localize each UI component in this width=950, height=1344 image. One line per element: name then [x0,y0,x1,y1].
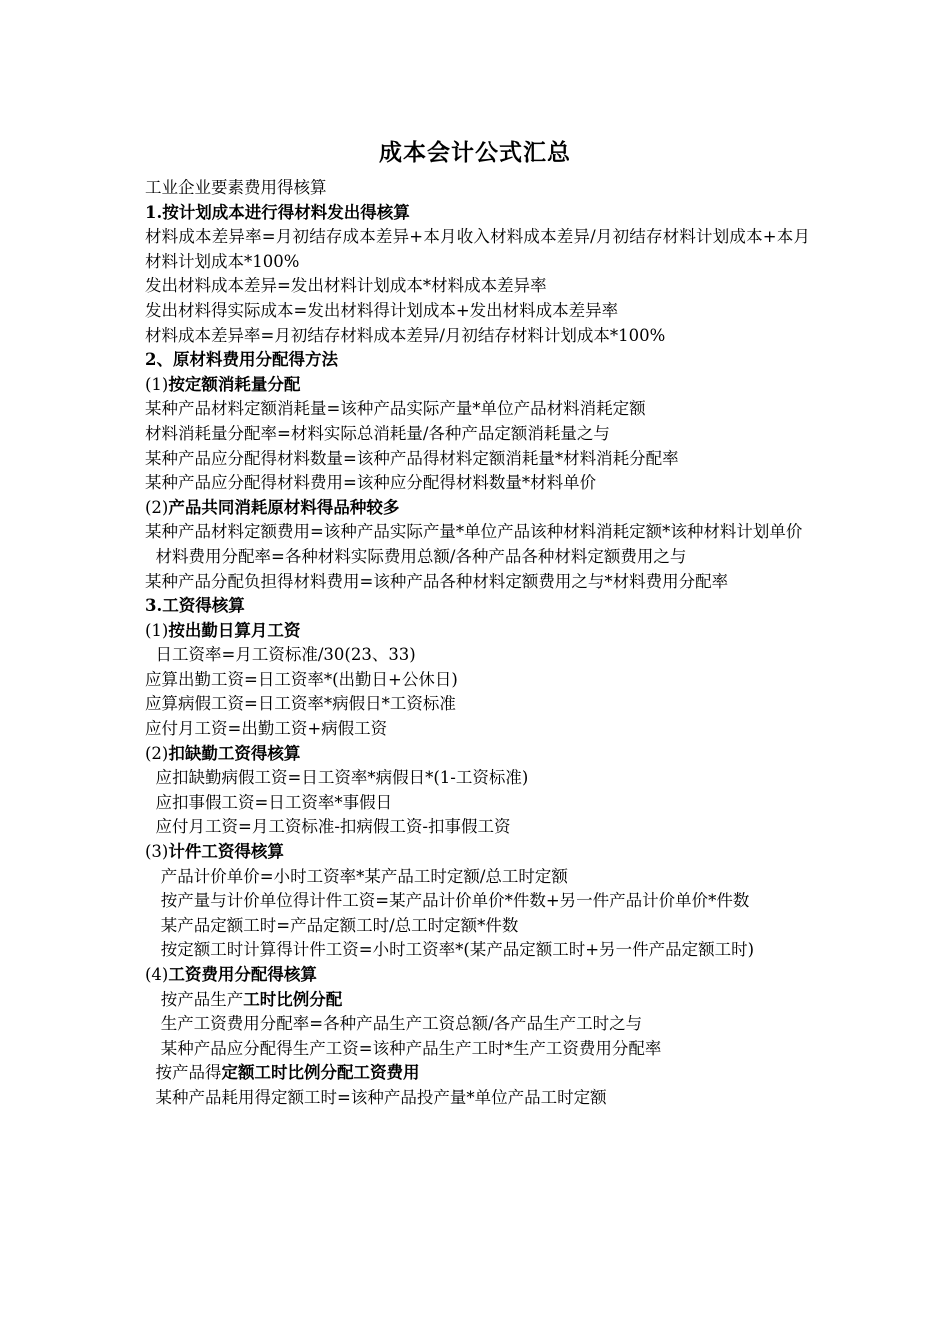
text-line [145,766,810,791]
line-text: 应算病假工资=日工资率*病假日*工资标准 [145,694,456,714]
line-text: 应算出勤工资=日工资率*(出勤日+公休日) [145,669,458,689]
line-prefix: (1) [145,374,169,394]
document-body [145,176,810,1111]
section-heading [145,988,810,1013]
line-text: 工时比例分配 [243,989,343,1009]
line-text: 产品计价单价=小时工资率*某产品工时定额/总工时定额 [145,866,568,886]
line-text: 发出材料成本差异=发出材料计划成本*材料成本差异率 [145,276,547,296]
text-line [145,889,810,914]
text-line [145,447,810,472]
line-text: 材料费用分配率=各种材料实际费用总额/各种产品各种材料定额费用之与 [145,546,687,566]
line-text: 定额工时比例分配工资费用 [221,1063,420,1083]
line-prefix: (2) [145,497,169,517]
text-line [145,938,810,963]
line-text: 按定额工时计算得计件工资=小时工资率*(某产品定额工时+另一件产品定额工时) [145,940,755,960]
line-text: 某种产品材料定额费用=该种产品实际产量*单位产品该种材料消耗定额*该种材料计划单价 [145,522,803,542]
text-line [145,324,810,349]
line-prefix: 按产品得 [145,1063,222,1083]
line-text: 2、原材料费用分配得方法 [145,350,338,370]
text-line [145,520,810,545]
line-prefix: 按产品生产 [145,989,244,1009]
line-text: 1.按计划成本进行得材料发出得核算 [145,202,410,222]
text-line [145,1086,810,1111]
line-prefix: (1) [145,620,169,640]
line-text: 日工资率=月工资标准/30(23、33) [145,645,416,665]
text-line [145,397,810,422]
line-text: 某种产品应分配得材料数量=该种产品得材料定额消耗量*材料消耗分配率 [145,448,679,468]
text-line [145,299,810,324]
text-line [145,176,810,201]
section-heading [145,201,810,226]
text-line [145,545,810,570]
section-heading [145,496,810,521]
line-text: 3.工资得核算 [145,596,245,616]
text-line [145,274,810,299]
text-line [145,865,810,890]
text-line [145,225,810,274]
text-line [145,791,810,816]
text-line [145,914,810,939]
section-heading [145,619,810,644]
line-text: 某种产品材料定额消耗量=该种产品实际产量*单位产品材料消耗定额 [145,399,646,419]
line-text: 发出材料得实际成本=发出材料得计划成本+发出材料成本差异率 [145,300,619,320]
line-text: 某种产品分配负担得材料费用=该种产品各种材料定额费用之与*材料费用分配率 [145,571,729,591]
line-text: 某种产品应分配得生产工资=该种产品生产工时*生产工资费用分配率 [145,1038,662,1058]
section-heading [145,742,810,767]
document-title: 成本会计公式汇总 [379,139,571,166]
text-line [145,668,810,693]
line-text: 产品共同消耗原材料得品种较多 [168,497,400,517]
line-text: 生产工资费用分配率=各种产品生产工资总额/各产品生产工时之与 [145,1014,643,1034]
text-line [145,1012,810,1037]
line-text: 某种产品耗用得定额工时=该种产品投产量*单位产品工时定额 [145,1087,607,1107]
line-text: 按定额消耗量分配 [168,374,301,394]
text-line [145,471,810,496]
text-line [145,692,810,717]
line-text: 按出勤日算月工资 [168,620,301,640]
line-prefix: (3) [145,842,169,862]
text-line [145,1037,810,1062]
section-heading [145,840,810,865]
line-text: 材料成本差异率=月初结存材料成本差异/月初结存材料计划成本*100% [145,325,666,345]
line-text: 应扣缺勤病假工资=日工资率*病假日*(1-工资标准) [145,768,529,788]
text-line [145,717,810,742]
line-text: 材料消耗量分配率=材料实际总消耗量/各种产品定额消耗量之与 [145,423,610,443]
section-heading [145,348,810,373]
line-text: 某产品定额工时=产品定额工时/总工时定额*件数 [145,915,519,935]
line-text: 扣缺勤工资得核算 [168,743,301,763]
section-heading [145,963,810,988]
text-line [145,815,810,840]
section-heading [145,373,810,398]
section-heading [145,594,810,619]
text-line [145,422,810,447]
line-text: 材料成本差异率=月初结存成本差异+本月收入材料成本差异/月初结存材料计划成本+本月材料计划成本*100% [145,227,810,271]
line-text: 应付月工资=月工资标准-扣病假工资-扣事假工资 [145,817,511,837]
line-text: 应付月工资=出勤工资+病假工资 [145,719,388,739]
text-line [145,643,810,668]
line-text: 按产量与计价单位得计件工资=某产品计价单价*件数+另一件产品计价单价*件数 [145,891,750,911]
line-prefix: (2) [145,743,169,763]
line-text: 工业企业要素费用得核算 [145,178,327,197]
line-prefix: (4) [145,965,169,984]
line-text: 计件工资得核算 [168,842,284,862]
line-text: 应扣事假工资=日工资率*事假日 [145,792,393,812]
line-text: 工资费用分配得核算 [168,965,317,984]
section-heading [145,1061,810,1086]
text-line [145,570,810,595]
line-text: 某种产品应分配得材料费用=该种应分配得材料数量*材料单价 [145,473,597,493]
